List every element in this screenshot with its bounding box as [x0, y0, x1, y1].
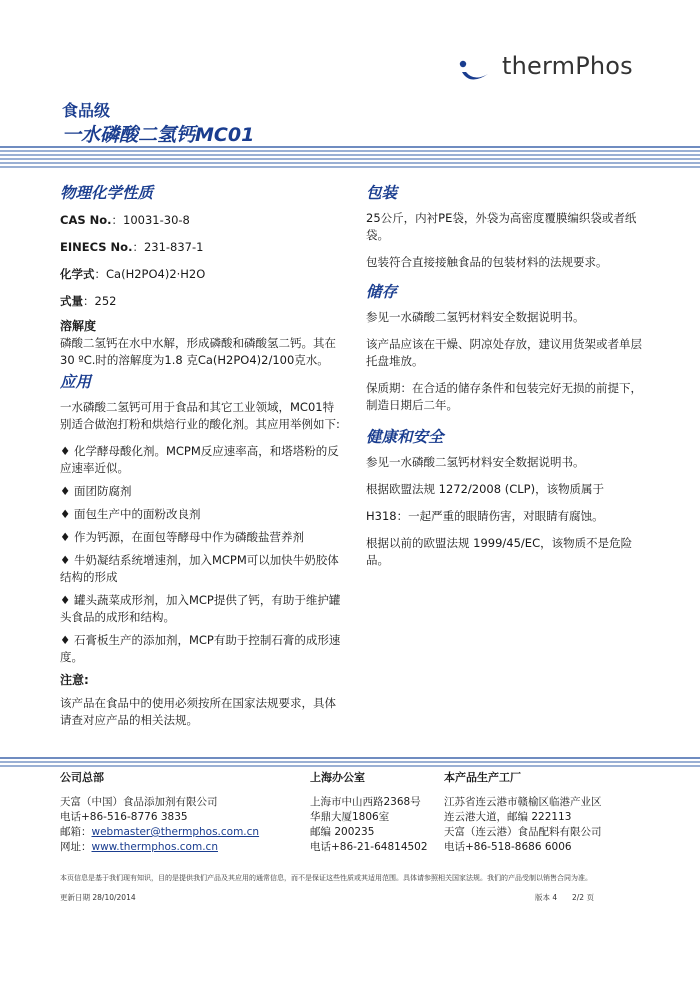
formula-value: Ca(H2PO4)2·H2O	[106, 267, 206, 281]
health-text-3: H318：一起严重的眼睛伤害，对眼睛有腐蚀。	[366, 509, 604, 523]
application-item: ♦ 牛奶凝结系统增速剂，加入MCPM可以加快牛奶胶体结构的形成	[60, 553, 339, 584]
formula-label: 化学式	[60, 267, 95, 281]
application-item: ♦ 罐头蔬菜成形剂，加入MCP提供了钙，有助于维护罐头食品的成形和结构。	[60, 593, 341, 624]
weight-value: 252	[94, 294, 117, 308]
health-text-4: 根据以前的欧盟法规 1999/45/EC，该物质不是危险品。	[366, 536, 633, 567]
version-label: 版本 4	[535, 893, 558, 902]
cas-value: 10031-30-8	[123, 213, 190, 227]
application-item: ♦ 面包生产中的面粉改良剂	[60, 507, 201, 521]
shanghai-phone: 电话+86-21-64814502	[310, 841, 428, 853]
footer-hq	[60, 770, 290, 855]
applications-intro: 一水磷酸二氢钙可用于食品和其它工业领域，MC01特别适合做泡打粉和烘焙行业的酸化剂。其应用举例如下:	[60, 400, 340, 431]
page-number: 2/2 页	[572, 893, 594, 902]
application-item: ♦ 化学酵母酸化剂。MCPM反应速率高，和塔塔粉的反应速率近似。	[60, 444, 339, 475]
storage-text-2: 该产品应该在干燥、阴凉处存放，建议用货架或者单层托盘堆放。	[366, 337, 642, 368]
cas-label: CAS No.	[60, 213, 112, 227]
right-column	[366, 182, 646, 579]
shanghai-postcode: 邮编 200235	[310, 826, 375, 838]
left-column	[60, 182, 342, 729]
logo-swoosh-icon	[458, 52, 492, 86]
packaging-text-2: 包装符合直接接触食品的包装材料的法规要求。	[366, 255, 608, 269]
solubility-heading: 溶解度	[60, 319, 97, 333]
note-heading: 注意:	[60, 673, 89, 687]
thermphos-logo	[458, 50, 658, 90]
packaging-text-1: 25公斤，内衬PE袋，外袋为高密度覆膜编织袋或者纸袋。	[366, 211, 637, 242]
health-text-2: 根据欧盟法规 1272/2008 (CLP)，该物质属于	[366, 482, 605, 496]
note-text: 该产品在食品中的使用必须按所在国家法规要求，具体请查对应产品的相关法规。	[60, 696, 336, 727]
weight-row	[60, 293, 342, 310]
factory-title: 本产品生产工厂	[444, 771, 521, 784]
health-text-1: 参见一水磷酸二氢钙材料安全数据说明书。	[366, 455, 585, 469]
hq-company: 天富（中国）食品添加剂有限公司	[60, 796, 218, 808]
disclaimer-text: 本页信息是基于我们现有知识，目的是提供我们产品及其应用的通常信息，而不是保证这些性质或其适用范围。具体请参照相关国家法规。我们的产品受制以销售合同为准。	[60, 874, 592, 882]
storage-text-1: 参见一水磷酸二氢钙材料安全数据说明书。	[366, 310, 585, 324]
cas-sep: ：	[111, 213, 124, 227]
hq-web-link[interactable]: www.thermphos.com.cn	[91, 841, 218, 853]
factory-company: 天富（连云港）食品配料有限公司	[444, 826, 602, 838]
product-title: 一水磷酸二氢钙MC01	[62, 124, 255, 146]
shanghai-title: 上海办公室	[310, 771, 365, 784]
application-item: ♦ 面团防腐剂	[60, 484, 132, 498]
hq-phone: 电话+86-516-8776 3835	[60, 811, 188, 823]
cas-row	[60, 212, 342, 229]
factory-phone: 电话+86-518-8686 6006	[444, 841, 572, 853]
einecs-label: EINECS No.	[60, 240, 133, 254]
properties-heading: 物理化学性质	[60, 184, 154, 202]
header-stripes	[0, 146, 700, 170]
footer-stripes	[0, 757, 700, 769]
storage-heading: 储存	[366, 283, 398, 301]
footer-shanghai	[310, 770, 450, 855]
logo-text: thermPhos	[502, 52, 633, 80]
factory-addr-2: 连云港大道，邮编 222113	[444, 811, 572, 823]
einecs-row	[60, 239, 342, 256]
einecs-value: 231-837-1	[143, 240, 204, 254]
formula-sep: ：	[94, 267, 106, 281]
health-heading: 健康和安全	[366, 428, 444, 446]
grade-label: 食品级	[62, 101, 111, 120]
shanghai-addr-2: 华鼎大厦1806室	[310, 811, 390, 823]
applications-heading: 应用	[60, 373, 92, 391]
weight-label: 式量	[60, 294, 83, 308]
application-item: ♦ 作为钙源，在面包等酵母中作为磷酸盐营养剂	[60, 530, 304, 544]
updated-date: 更新日期 28/10/2014	[60, 893, 136, 902]
hq-email-label: 邮箱：	[60, 826, 92, 838]
hq-title: 公司总部	[60, 771, 104, 784]
einecs-sep: ：	[132, 240, 144, 254]
packaging-heading: 包装	[366, 184, 398, 202]
shanghai-addr-1: 上海市中山西路2368号	[310, 796, 421, 808]
hq-email-row	[60, 825, 290, 840]
storage-text-3: 保质期：在合适的储存条件和包装完好无损的前提下，制造日期后二年。	[366, 381, 642, 412]
hq-web-row	[60, 840, 290, 855]
application-item: ♦ 石膏板生产的添加剂，MCP有助于控制石膏的成形速度。	[60, 633, 341, 664]
solubility-text: 磷酸二氢钙在水中水解，形成磷酸和磷酸氢二钙。其在30 ºC.时的溶解度为1.8 克Ca(H2PO4)2/100克水。	[60, 336, 336, 367]
factory-addr-1: 江苏省连云港市赣榆区临港产业区	[444, 796, 602, 808]
hq-email-link[interactable]: webmaster@thermphos.com.cn	[91, 826, 260, 838]
formula-row	[60, 266, 342, 283]
footer-factory	[444, 770, 654, 855]
hq-web-label: 网址：	[60, 841, 92, 853]
weight-sep: ：	[83, 294, 95, 308]
